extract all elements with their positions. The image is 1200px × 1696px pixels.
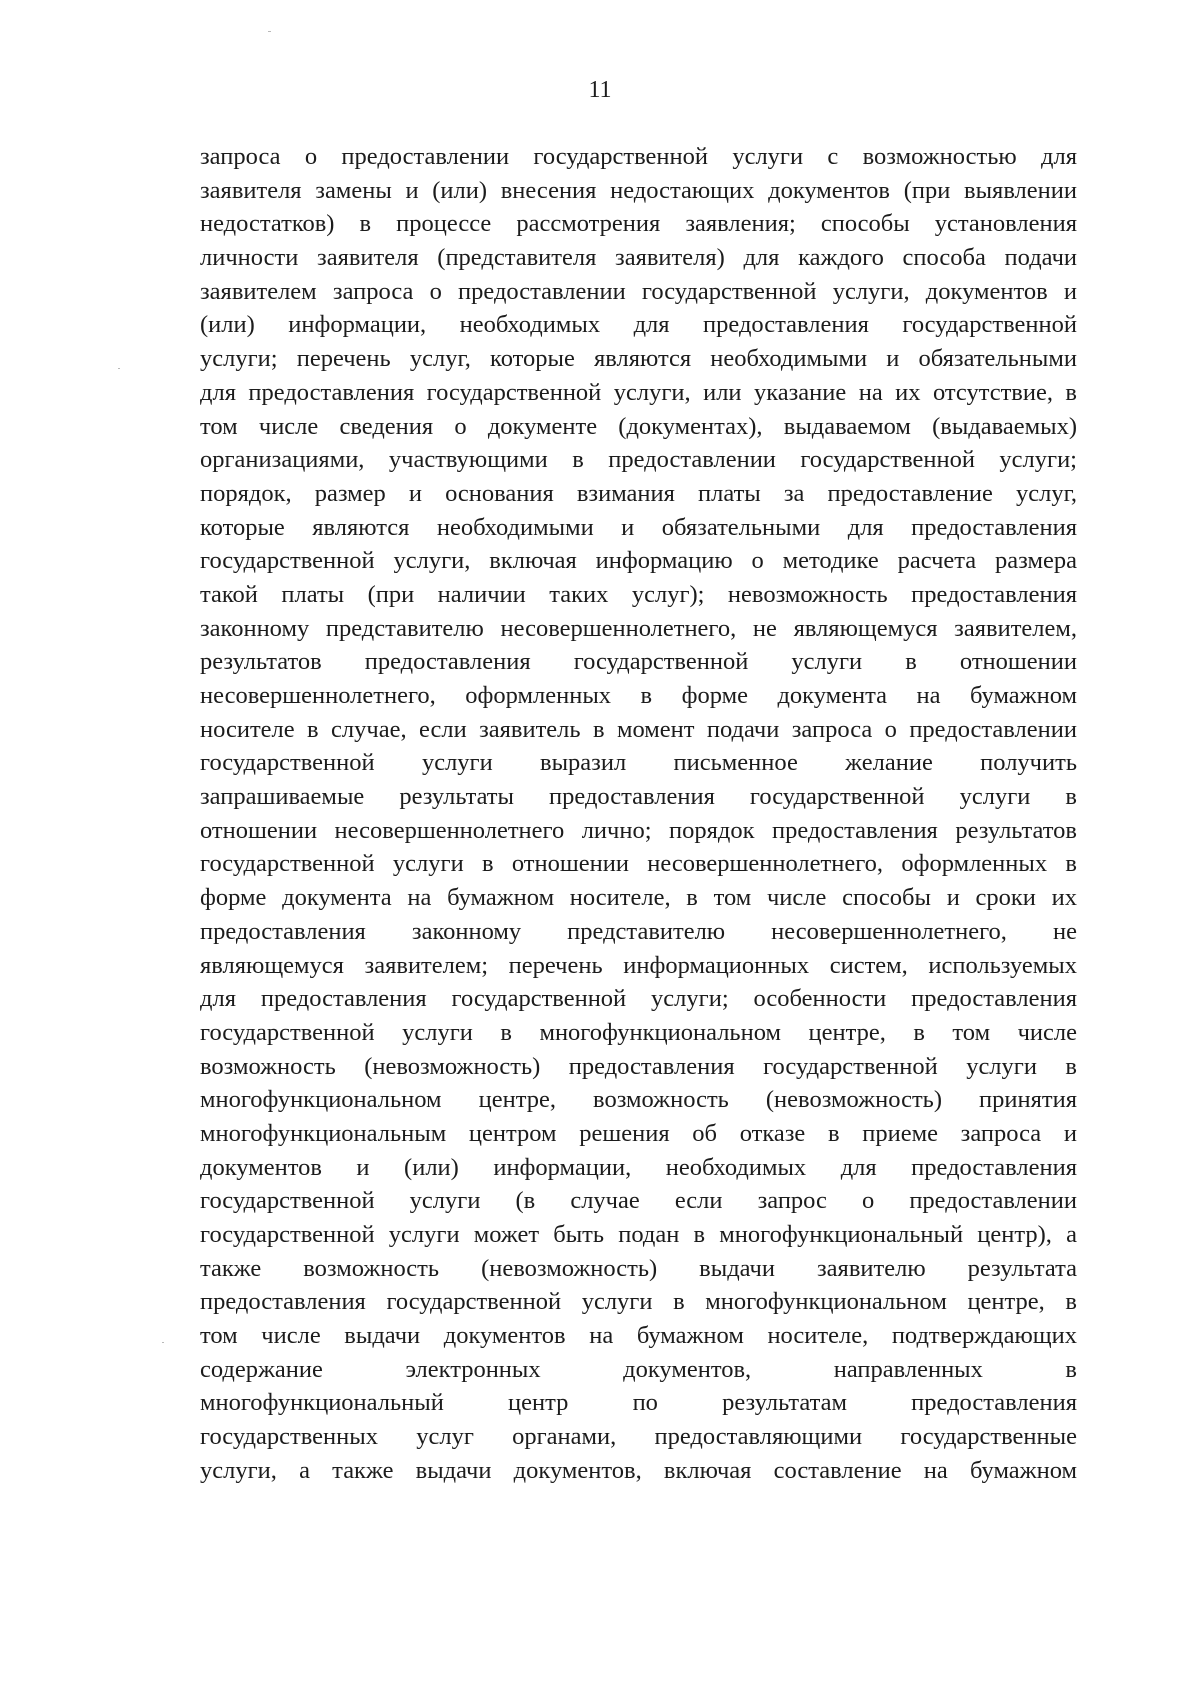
text-line: запрашиваемые результаты предоставления государственной услуги в [200, 783, 1077, 811]
text-line: многофункциональный центр по результатам предоставления [200, 1389, 1077, 1417]
text-line: такой платы (при наличии таких услуг); невозможность предоставления [200, 580, 1077, 608]
text-line: запроса о предоставлении государственной услуги с возможностью для [200, 143, 1077, 170]
text-line: государственной услуги выразил письменное желание получить [200, 749, 1077, 777]
text-line: возможность (невозможность) предоставления государственной услуги в [200, 1052, 1077, 1080]
text-line: государственной услуги в отношении несовершеннолетнего, оформленных в [200, 850, 1077, 878]
page-number: 11 [588, 77, 612, 103]
text-line: заявителя замены и (или) внесения недостающих документов (при выявлении [200, 176, 1077, 204]
text-line: также возможность (невозможность) выдачи заявителю результата [200, 1254, 1077, 1282]
text-line: государственной услуги (в случае если запрос о предоставлении [200, 1187, 1077, 1215]
text-line: личности заявителя (представителя заявителя) для каждого способа подачи [200, 244, 1077, 272]
text-line: законному представителю несовершеннолетнего, не являющемуся заявителем, [200, 614, 1077, 642]
text-line: том числе выдачи документов на бумажном носителе, подтверждающих [200, 1322, 1077, 1350]
text-line: многофункциональным центром решения об отказе в приеме запроса и [200, 1119, 1077, 1147]
text-line: носителе в случае, если заявитель в момент подачи запроса о предоставлении [200, 715, 1077, 743]
text-line: несовершеннолетнего, оформленных в форме документа на бумажном [200, 682, 1077, 709]
text-line: документов и (или) информации, необходимых для предоставления [200, 1153, 1077, 1181]
text-line: предоставления законному представителю несовершеннолетнего, не [200, 917, 1077, 945]
body-text [200, 140, 1077, 1488]
text-line: результатов предоставления государственной услуги в отношении [200, 648, 1077, 676]
text-line: содержание электронных документов, направленных в [200, 1355, 1077, 1383]
text-line: организациями, участвующими в предоставлении государственной услуги; [200, 446, 1077, 474]
text-line: отношении несовершеннолетнего лично; порядок предоставления результатов [200, 816, 1077, 844]
text-line: порядок, размер и основания взимания платы за предоставление услуг, [200, 479, 1077, 507]
text-line: заявителем запроса о предоставлении государственной услуги, документов и [200, 277, 1077, 305]
text-line: для предоставления государственной услуги; особенности предоставления [200, 985, 1077, 1013]
scan-speck [162, 1342, 164, 1343]
scan-speck [268, 31, 271, 32]
text-line: государственной услуги в многофункциональном центре, в том числе [200, 1018, 1077, 1046]
text-line: (или) информации, необходимых для предоставления государственной [200, 311, 1077, 339]
text-line: являющемуся заявителем; перечень информационных систем, используемых [200, 951, 1077, 979]
text-line: государственной услуги может быть подан в многофункциональный центр), а [200, 1221, 1077, 1248]
scan-speck [118, 368, 120, 369]
text-line: для предоставления государственной услуги, или указание на их отсутствие, в [200, 378, 1077, 406]
text-line: многофункциональном центре, возможность (невозможность) принятия [200, 1086, 1077, 1114]
text-line: услуги; перечень услуг, которые являются необходимыми и обязательными [200, 345, 1077, 373]
text-line: форме документа на бумажном носителе, в том числе способы и сроки их [200, 884, 1077, 912]
text-line: которые являются необходимыми и обязательными для предоставления [200, 513, 1077, 541]
text-line: государственной услуги, включая информацию о методике расчета размера [200, 547, 1077, 575]
text-line: предоставления государственной услуги в многофункциональном центре, в [200, 1288, 1077, 1316]
text-line: недостатков) в процессе рассмотрения заявления; способы установления [200, 210, 1077, 238]
text-line: услуги, а также выдачи документов, включая составление на бумажном [200, 1456, 1077, 1484]
text-line: том числе сведения о документе (документах), выдаваемом (выдаваемых) [200, 412, 1077, 440]
text-line: государственных услуг органами, предоставляющими государственные [200, 1423, 1077, 1451]
